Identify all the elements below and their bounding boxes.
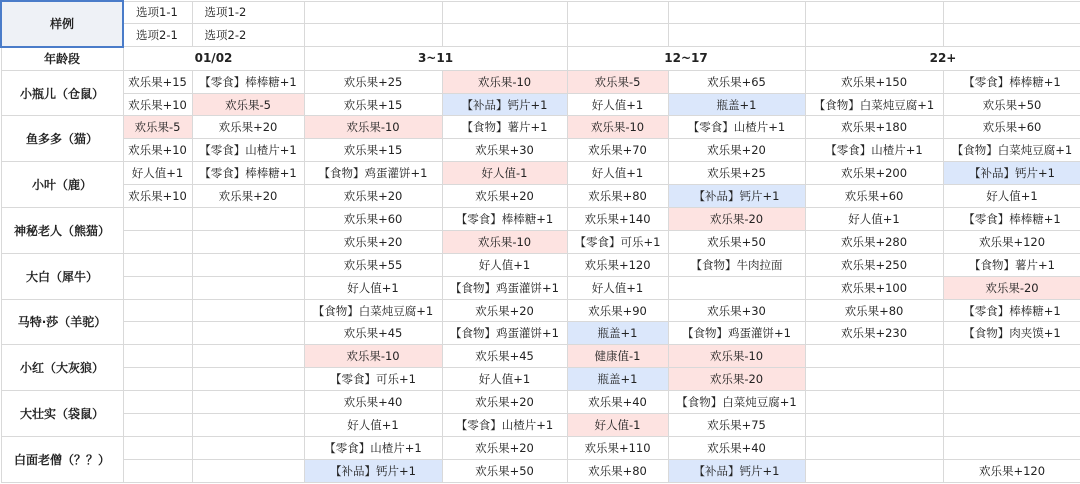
table-row	[1, 253, 1080, 276]
reward-cell[interactable]: 好人值+1	[442, 368, 567, 391]
empty-cell[interactable]	[192, 345, 304, 368]
reward-cell[interactable]: 瓶盖+1	[567, 368, 668, 391]
reward-cell[interactable]: 欢乐果+20	[442, 299, 567, 322]
reward-cell[interactable]: 好人值+1	[567, 93, 668, 116]
reward-cell[interactable]: 欢乐果+60	[943, 116, 1080, 139]
character-name-cell[interactable]: 鱼多多（猫）	[1, 116, 123, 162]
empty-cell[interactable]	[805, 368, 943, 391]
empty-cell[interactable]	[668, 24, 805, 47]
reward-cell[interactable]: 好人值+1	[304, 414, 442, 437]
empty-cell[interactable]	[123, 322, 192, 345]
empty-cell[interactable]	[943, 436, 1080, 459]
character-name-cell[interactable]: 马特·莎（羊驼）	[1, 299, 123, 345]
age-group-header[interactable]: 22+	[805, 47, 1080, 70]
age-group-header[interactable]: 01/02	[123, 47, 304, 70]
reward-cell[interactable]: 欢乐果+45	[304, 322, 442, 345]
reward-cell[interactable]: 好人值+1	[442, 253, 567, 276]
reward-cell[interactable]: 【食物】薯片+1	[442, 116, 567, 139]
empty-cell[interactable]	[123, 391, 192, 414]
empty-cell[interactable]	[192, 459, 304, 482]
empty-cell[interactable]	[442, 1, 567, 24]
empty-cell[interactable]	[805, 391, 943, 414]
reward-cell[interactable]: 欢乐果+10	[123, 139, 192, 162]
empty-cell[interactable]	[192, 253, 304, 276]
reward-cell[interactable]: 瓶盖+1	[668, 93, 805, 116]
reward-cell[interactable]: 【食物】鸡蛋灌饼+1	[304, 162, 442, 185]
empty-cell[interactable]	[567, 1, 668, 24]
character-name-cell[interactable]: 大白（犀牛）	[1, 253, 123, 299]
empty-cell[interactable]	[123, 459, 192, 482]
reward-cell[interactable]: 欢乐果+45	[442, 345, 567, 368]
reward-cell[interactable]: 欢乐果+250	[805, 253, 943, 276]
empty-cell[interactable]	[805, 1, 943, 24]
empty-cell[interactable]	[668, 276, 805, 299]
character-name-cell[interactable]: 小瓶儿（仓鼠）	[1, 70, 123, 116]
reward-cell[interactable]: 欢乐果+55	[304, 253, 442, 276]
table-row	[1, 299, 1080, 322]
age-group-header-label[interactable]: 年龄段	[1, 47, 123, 70]
reward-cell[interactable]: 【补品】钙片+1	[442, 93, 567, 116]
reward-cell[interactable]: 欢乐果+40	[304, 391, 442, 414]
reward-cell[interactable]: 欢乐果+80	[567, 185, 668, 208]
reward-cell[interactable]: 欢乐果+280	[805, 230, 943, 253]
reward-cell[interactable]: 【食物】薯片+1	[943, 253, 1080, 276]
reward-cell[interactable]: 欢乐果-20	[668, 208, 805, 231]
reward-cell[interactable]: 【食物】牛肉拉面	[668, 253, 805, 276]
reward-cell[interactable]: 欢乐果+15	[304, 139, 442, 162]
reward-cell[interactable]: 欢乐果+20	[304, 230, 442, 253]
empty-cell[interactable]	[943, 1, 1080, 24]
reward-cell[interactable]: 欢乐果+50	[943, 93, 1080, 116]
empty-cell[interactable]	[943, 414, 1080, 437]
reward-cell[interactable]: 欢乐果-20	[943, 276, 1080, 299]
reward-cell[interactable]: 欢乐果+20	[192, 185, 304, 208]
sample-option-cell[interactable]: 选项1-1	[123, 1, 192, 24]
table-row	[1, 185, 1080, 208]
empty-cell[interactable]	[123, 253, 192, 276]
reward-cell[interactable]: 欢乐果+30	[442, 139, 567, 162]
reward-cell[interactable]: 欢乐果-5	[567, 70, 668, 93]
sample-option-cell[interactable]: 选项2-2	[192, 24, 304, 47]
table-row	[1, 322, 1080, 345]
reward-cell[interactable]: 欢乐果+20	[668, 139, 805, 162]
reward-cell[interactable]: 好人值-1	[567, 414, 668, 437]
character-name-cell[interactable]: 大壮实（袋鼠）	[1, 391, 123, 437]
reward-cell[interactable]: 【零食】可乐+1	[567, 230, 668, 253]
empty-cell[interactable]	[123, 276, 192, 299]
reward-cell[interactable]: 【补品】钙片+1	[668, 459, 805, 482]
reward-cell[interactable]: 欢乐果+80	[805, 299, 943, 322]
reward-cell[interactable]: 欢乐果+70	[567, 139, 668, 162]
empty-cell[interactable]	[805, 345, 943, 368]
empty-cell[interactable]	[192, 322, 304, 345]
empty-cell[interactable]	[192, 230, 304, 253]
reward-cell[interactable]: 欢乐果-10	[567, 116, 668, 139]
table-row	[1, 162, 1080, 185]
empty-cell[interactable]	[123, 368, 192, 391]
table-row	[1, 391, 1080, 414]
reward-cell[interactable]: 好人值-1	[442, 162, 567, 185]
reward-cell[interactable]: 欢乐果+10	[123, 93, 192, 116]
reward-cell[interactable]: 瓶盖+1	[567, 322, 668, 345]
empty-cell[interactable]	[123, 345, 192, 368]
sample-option-cell[interactable]: 选项2-1	[123, 24, 192, 47]
reward-cell[interactable]: 欢乐果+140	[567, 208, 668, 231]
reward-cell[interactable]: 【零食】可乐+1	[304, 368, 442, 391]
table-row	[1, 276, 1080, 299]
reward-cell[interactable]: 欢乐果+10	[123, 185, 192, 208]
reward-cell[interactable]: 欢乐果+20	[442, 391, 567, 414]
sample-option-cell[interactable]: 选项1-2	[192, 1, 304, 24]
reward-cell[interactable]: 【食物】白菜炖豆腐+1	[668, 391, 805, 414]
character-name-cell[interactable]: 神秘老人（熊猫）	[1, 208, 123, 254]
reward-cell[interactable]: 欢乐果+120	[943, 230, 1080, 253]
character-name-cell[interactable]: 白面老僧（？？）	[1, 436, 123, 482]
table-row	[1, 436, 1080, 459]
character-name-cell[interactable]: 小红（大灰狼）	[1, 345, 123, 391]
reward-cell[interactable]: 【零食】棒棒糖+1	[442, 208, 567, 231]
reward-cell[interactable]: 欢乐果+20	[442, 185, 567, 208]
table-row	[1, 70, 1080, 93]
reward-cell[interactable]: 【食物】白菜炖豆腐+1	[943, 139, 1080, 162]
empty-cell[interactable]	[805, 436, 943, 459]
reward-cell[interactable]: 欢乐果+75	[668, 414, 805, 437]
reward-cell[interactable]: 欢乐果+25	[304, 70, 442, 93]
reward-cell[interactable]: 【零食】棒棒糖+1	[192, 162, 304, 185]
reward-cell[interactable]: 欢乐果-10	[304, 345, 442, 368]
character-name-cell[interactable]: 小叶（鹿）	[1, 162, 123, 208]
age-group-header[interactable]: 12~17	[567, 47, 805, 70]
reward-cell[interactable]: 【食物】肉夹馍+1	[943, 322, 1080, 345]
table-row	[1, 368, 1080, 391]
reward-cell[interactable]: 欢乐果-5	[123, 116, 192, 139]
empty-cell[interactable]	[192, 208, 304, 231]
reward-cell[interactable]: 【零食】棒棒糖+1	[943, 70, 1080, 93]
reward-cell[interactable]: 欢乐果+90	[567, 299, 668, 322]
reward-cell[interactable]: 【补品】钙片+1	[668, 185, 805, 208]
reward-cell[interactable]: 欢乐果+200	[805, 162, 943, 185]
empty-cell[interactable]	[668, 1, 805, 24]
empty-cell[interactable]	[442, 24, 567, 47]
empty-cell[interactable]	[192, 299, 304, 322]
reward-cell[interactable]: 好人值+1	[304, 276, 442, 299]
empty-cell[interactable]	[123, 299, 192, 322]
reward-cell[interactable]: 好人值+1	[943, 185, 1080, 208]
reward-cell[interactable]: 【零食】山楂片+1	[304, 436, 442, 459]
empty-cell[interactable]	[192, 276, 304, 299]
empty-cell[interactable]	[304, 1, 442, 24]
empty-cell[interactable]	[192, 391, 304, 414]
reward-cell[interactable]: 欢乐果-10	[304, 116, 442, 139]
reward-cell[interactable]: 欢乐果-10	[442, 230, 567, 253]
reward-cell[interactable]: 【零食】山楂片+1	[668, 116, 805, 139]
reward-cell[interactable]: 【补品】钙片+1	[943, 162, 1080, 185]
reward-cell[interactable]: 欢乐果+50	[668, 230, 805, 253]
reward-cell[interactable]: 欢乐果+120	[943, 459, 1080, 482]
reward-cell[interactable]: 【食物】白菜炖豆腐+1	[805, 93, 943, 116]
reward-cell[interactable]: 欢乐果+15	[304, 93, 442, 116]
reward-cell[interactable]: 欢乐果-10	[668, 345, 805, 368]
empty-cell[interactable]	[943, 24, 1080, 47]
table-row	[1, 345, 1080, 368]
empty-cell[interactable]	[123, 208, 192, 231]
empty-cell[interactable]	[192, 436, 304, 459]
table-row	[1, 208, 1080, 231]
empty-cell[interactable]	[805, 24, 943, 47]
reward-cell[interactable]: 欢乐果+20	[192, 116, 304, 139]
reward-cell[interactable]: 健康值-1	[567, 345, 668, 368]
reward-cell[interactable]: 欢乐果+50	[442, 459, 567, 482]
reward-cell[interactable]: 欢乐果+30	[668, 299, 805, 322]
reward-cell[interactable]: 欢乐果+60	[304, 208, 442, 231]
reward-cell[interactable]: 欢乐果+110	[567, 436, 668, 459]
table-row	[1, 414, 1080, 437]
reward-cell[interactable]: 欢乐果+65	[668, 70, 805, 93]
table-row	[1, 93, 1080, 116]
reward-cell[interactable]: 【食物】鸡蛋灌饼+1	[442, 276, 567, 299]
table-row	[1, 139, 1080, 162]
reward-cell[interactable]: 欢乐果-5	[192, 93, 304, 116]
reward-cell[interactable]: 欢乐果+60	[805, 185, 943, 208]
reward-cell[interactable]: 欢乐果+150	[805, 70, 943, 93]
reward-cell[interactable]: 欢乐果+180	[805, 116, 943, 139]
reward-cell[interactable]: 【食物】鸡蛋灌饼+1	[442, 322, 567, 345]
empty-cell[interactable]	[192, 414, 304, 437]
reward-cell[interactable]: 好人值+1	[805, 208, 943, 231]
age-group-header[interactable]: 3~11	[304, 47, 567, 70]
empty-cell[interactable]	[805, 414, 943, 437]
reward-cell[interactable]: 欢乐果-10	[442, 70, 567, 93]
table-row	[1, 230, 1080, 253]
empty-cell[interactable]	[123, 414, 192, 437]
reward-cell[interactable]: 【零食】山楂片+1	[805, 139, 943, 162]
empty-cell[interactable]	[123, 436, 192, 459]
reward-cell[interactable]: 欢乐果+15	[123, 70, 192, 93]
empty-cell[interactable]	[805, 459, 943, 482]
empty-cell[interactable]	[943, 368, 1080, 391]
reward-cell[interactable]: 【食物】白菜炖豆腐+1	[304, 299, 442, 322]
reward-cell[interactable]: 好人值+1	[567, 162, 668, 185]
reward-cell[interactable]: 欢乐果+40	[567, 391, 668, 414]
reward-cell[interactable]: 欢乐果-20	[668, 368, 805, 391]
empty-cell[interactable]	[304, 24, 442, 47]
reward-cell[interactable]: 欢乐果+25	[668, 162, 805, 185]
reward-cell[interactable]: 【食物】鸡蛋灌饼+1	[668, 322, 805, 345]
reward-cell[interactable]: 欢乐果+20	[442, 436, 567, 459]
empty-cell[interactable]	[943, 391, 1080, 414]
reward-cell[interactable]: 欢乐果+100	[805, 276, 943, 299]
reward-cell[interactable]: 欢乐果+120	[567, 253, 668, 276]
empty-cell[interactable]	[567, 24, 668, 47]
reward-cell[interactable]: 欢乐果+230	[805, 322, 943, 345]
empty-cell[interactable]	[192, 368, 304, 391]
empty-cell[interactable]	[943, 345, 1080, 368]
reward-cell[interactable]: 【零食】山楂片+1	[442, 414, 567, 437]
empty-cell[interactable]	[123, 230, 192, 253]
reward-cell[interactable]: 好人值+1	[123, 162, 192, 185]
reward-cell[interactable]: 【零食】棒棒糖+1	[943, 208, 1080, 231]
reward-cell[interactable]: 欢乐果+20	[304, 185, 442, 208]
reward-cell[interactable]: 欢乐果+80	[567, 459, 668, 482]
sample-label-cell[interactable]: 样例	[1, 1, 123, 47]
reward-cell[interactable]: 欢乐果+40	[668, 436, 805, 459]
table-row	[1, 116, 1080, 139]
reward-cell[interactable]: 好人值+1	[567, 276, 668, 299]
reward-cell[interactable]: 【零食】棒棒糖+1	[943, 299, 1080, 322]
reward-cell[interactable]: 【零食】山楂片+1	[192, 139, 304, 162]
reward-cell[interactable]: 【补品】钙片+1	[304, 459, 442, 482]
table-row	[1, 459, 1080, 482]
reward-cell[interactable]: 【零食】棒棒糖+1	[192, 70, 304, 93]
